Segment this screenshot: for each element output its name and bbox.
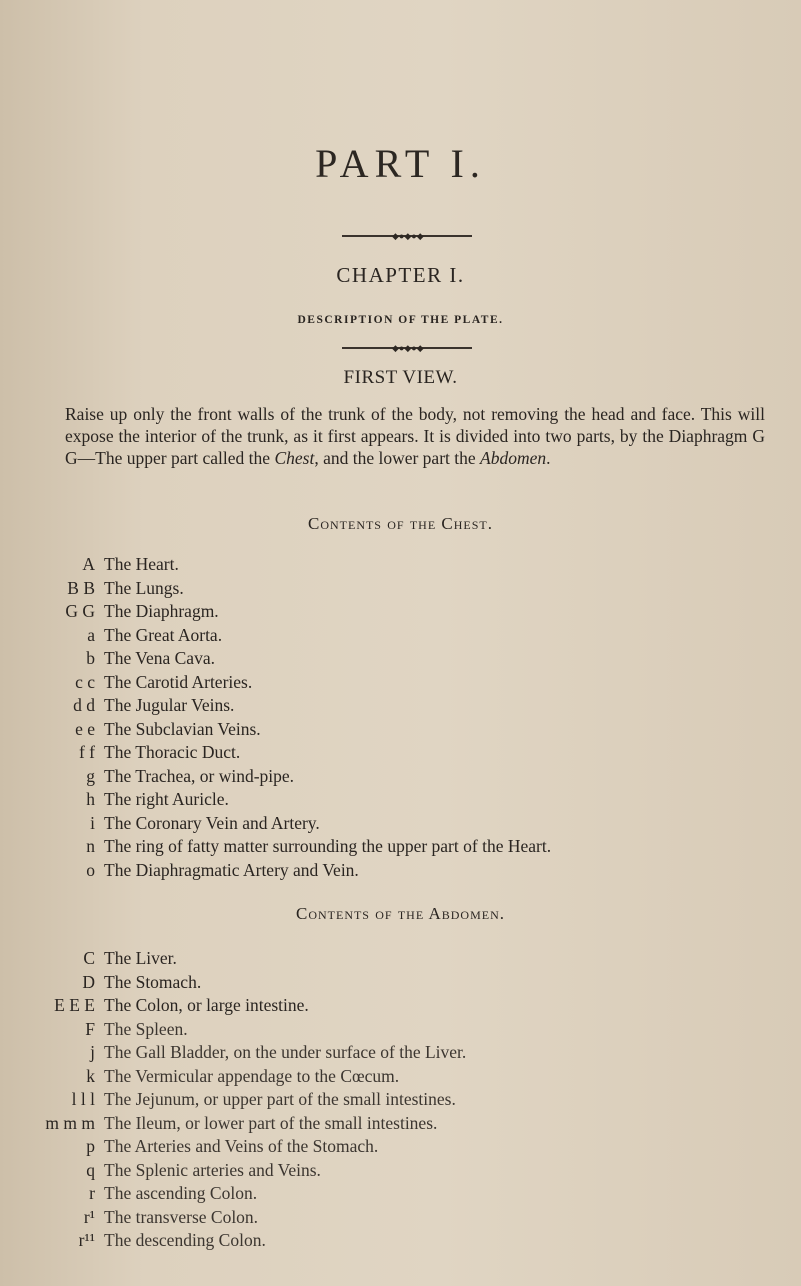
item-key: h xyxy=(86,789,95,809)
item-key: g xyxy=(86,765,95,786)
list-item xyxy=(0,576,801,600)
intro-text-1: Raise up only the front walls of the trunk of the body, not removing the head and face. This will expose the interior of the trunk, as it first appears. It is divided into two parts, by the Diaphragm G G—The upper part called the xyxy=(65,404,765,468)
list-item xyxy=(0,1111,801,1135)
list-item xyxy=(0,993,801,1017)
item-key: m m m xyxy=(45,1112,95,1133)
list-item xyxy=(0,1017,801,1041)
item-text: The Thoracic Duct. xyxy=(104,742,241,762)
item-key: p xyxy=(86,1136,95,1156)
item-key: C xyxy=(83,948,95,968)
list-item xyxy=(0,811,801,835)
list-item xyxy=(0,717,801,741)
list-item xyxy=(0,787,801,811)
item-key: G G xyxy=(65,601,95,621)
ornament-rule-top xyxy=(342,231,472,241)
item-text: The Great Aorta. xyxy=(104,624,223,645)
list-item xyxy=(0,946,801,970)
item-key: b xyxy=(86,648,95,668)
list-item xyxy=(0,623,801,647)
item-key: o xyxy=(86,859,95,880)
item-key: n xyxy=(86,836,95,856)
item-text: The ascending Colon. xyxy=(104,1183,258,1203)
item-text: The Colon, or large intestine. xyxy=(104,995,309,1015)
list-item xyxy=(0,764,801,788)
item-key: f f xyxy=(78,742,95,762)
list-item xyxy=(0,552,801,576)
list-item xyxy=(0,1228,801,1252)
item-text: The Arteries and Veins of the Stomach. xyxy=(104,1136,379,1156)
item-text: The Jugular Veins. xyxy=(104,695,235,715)
item-text: The Ileum, or lower part of the small intestines. xyxy=(104,1112,438,1133)
item-key: j xyxy=(90,1042,95,1062)
list-item xyxy=(0,670,801,694)
list-item xyxy=(0,858,801,882)
description-title: DESCRIPTION OF THE PLATE. xyxy=(297,314,504,326)
ornament-dots: ◆●◆●◆ xyxy=(392,343,424,353)
item-key: q xyxy=(86,1159,95,1180)
list-item xyxy=(0,1040,801,1064)
intro-text-3: . xyxy=(546,448,551,468)
item-text: The Stomach. xyxy=(104,971,202,992)
item-key: e e xyxy=(75,718,95,739)
item-text: The Carotid Arteries. xyxy=(104,671,253,692)
item-text: The Jejunum, or upper part of the small intestines. xyxy=(104,1089,456,1109)
item-text: The Coronary Vein and Artery. xyxy=(104,812,320,833)
list-item xyxy=(0,1087,801,1111)
list-item xyxy=(0,599,801,623)
item-text: The Subclavian Veins. xyxy=(104,718,261,739)
view-title: FIRST VIEW. xyxy=(343,367,458,388)
list-item xyxy=(0,740,801,764)
item-text: The Spleen. xyxy=(104,1018,188,1039)
chapter-title: CHAPTER I. xyxy=(336,263,465,287)
item-key: i xyxy=(90,812,95,833)
item-text: The Diaphragm. xyxy=(104,601,219,621)
item-text: The Splenic arteries and Veins. xyxy=(104,1159,321,1180)
list-item xyxy=(0,970,801,994)
item-text: The Vermicular appendage to the Cœcum. xyxy=(104,1065,400,1086)
item-key: r¹ xyxy=(83,1206,95,1227)
item-key: k xyxy=(86,1065,95,1086)
item-key: D xyxy=(82,971,95,992)
item-key: d d xyxy=(73,695,95,715)
item-text: The Gall Bladder, on the under surface of the Liver. xyxy=(104,1042,467,1062)
item-text: The transverse Colon. xyxy=(104,1206,259,1227)
intro-abdomen: Abdomen xyxy=(480,448,547,468)
intro-paragraph xyxy=(65,403,765,469)
item-key: c c xyxy=(75,671,95,692)
intro-chest: Chest xyxy=(274,448,315,468)
intro-text-2: , and the lower part the xyxy=(314,448,481,468)
item-key: l l l xyxy=(71,1089,95,1109)
item-text: The ring of fatty matter surrounding the upper part of the Heart. xyxy=(104,836,552,856)
item-text: The Liver. xyxy=(104,948,177,968)
item-text: The right Auricle. xyxy=(104,789,229,809)
item-key: E E E xyxy=(54,995,95,1015)
item-text: The Trachea, or wind-pipe. xyxy=(104,765,295,786)
item-key: F xyxy=(85,1018,95,1039)
list-item xyxy=(0,646,801,670)
chest-heading-text: Contents of the Chest. xyxy=(307,514,493,533)
list-item xyxy=(0,834,801,858)
item-text: The Heart. xyxy=(104,554,179,574)
item-key: a xyxy=(87,624,95,645)
list-item xyxy=(0,1158,801,1182)
item-text: The Diaphragmatic Artery and Vein. xyxy=(104,859,359,880)
item-key: A xyxy=(82,554,95,574)
list-item xyxy=(0,693,801,717)
item-text: The Vena Cava. xyxy=(104,648,215,668)
abdomen-section-heading xyxy=(0,904,801,924)
list-item xyxy=(0,1064,801,1088)
chest-section-heading xyxy=(0,514,801,534)
abdomen-heading-text: Contents of the Abdomen. xyxy=(295,904,505,923)
list-item xyxy=(0,1181,801,1205)
list-item xyxy=(0,1134,801,1158)
item-key: B B xyxy=(67,577,95,598)
item-key: r¹¹ xyxy=(78,1230,95,1250)
ornament-rule-bottom xyxy=(342,343,472,353)
ornament-dots: ◆●◆●◆ xyxy=(392,231,424,241)
item-key: r xyxy=(89,1183,95,1203)
item-text: The descending Colon. xyxy=(104,1230,266,1250)
part-title: PART I. xyxy=(315,141,486,186)
item-text: The Lungs. xyxy=(104,577,184,598)
list-item xyxy=(0,1205,801,1229)
